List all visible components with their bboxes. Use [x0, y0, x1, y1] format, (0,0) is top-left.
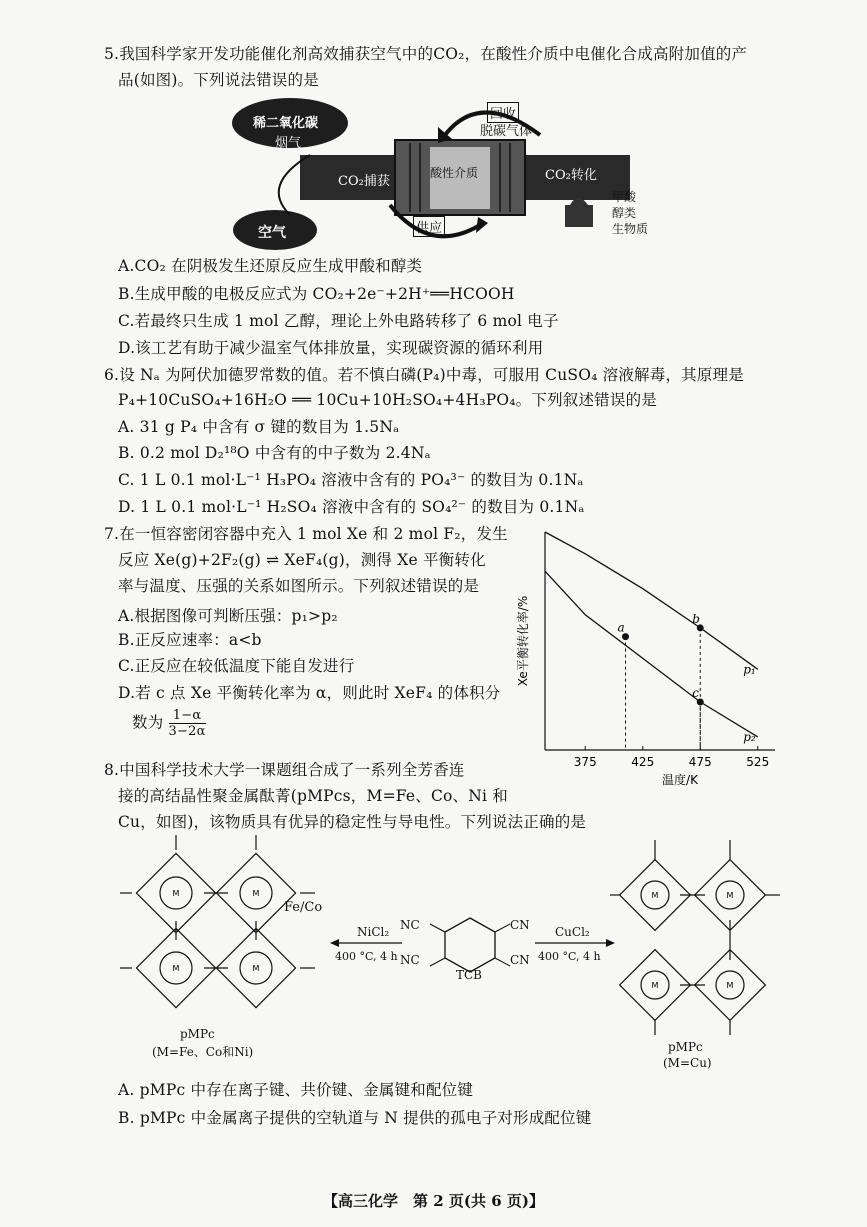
q7-option-d: D.若 c 点 Xe 平衡转化率为 α，则此时 XeF₄ 的体积分	[118, 684, 501, 702]
x-tick-label: 375	[573, 755, 597, 769]
x-tick-label: 525	[746, 755, 770, 769]
right-caption-2: (M=Cu)	[663, 1056, 712, 1070]
tcb-cn-top: CN	[510, 918, 530, 932]
point-c-label: c	[692, 686, 699, 701]
page-footer: 【高三化学 第 2 页(共 6 页)】	[323, 1192, 544, 1210]
product-biomass: 生物质	[612, 222, 649, 236]
left-metal-label: Fe/Co	[284, 900, 323, 915]
q6-option-a: A. 31 g P₄ 中含有 σ 键的数目为 1.5Nₐ	[118, 418, 400, 436]
tcb-nc-top: NC	[400, 918, 420, 932]
q5-stem-line1: 5.我国科学家开发功能催化剂高效捕获空气中的CO₂，在酸性介质中电催化合成高附加值的产	[104, 45, 748, 63]
recover-label: 回收	[487, 102, 519, 123]
left-caption-1: pMPc	[180, 1027, 215, 1041]
series-line-1	[545, 532, 758, 669]
right-reaction-arrow	[535, 938, 615, 948]
tcb-nc-bottom: NC	[400, 953, 420, 967]
left-caption-2: (M=Fe、Co和Ni)	[152, 1045, 254, 1059]
conversion-label: CO₂转化	[545, 168, 597, 183]
capture-label: CO₂捕获	[338, 174, 390, 189]
svg-text:M: M	[726, 891, 734, 900]
point-b-label: b	[692, 611, 700, 626]
product-icon	[565, 205, 593, 227]
q8-stem-line1: 8.中国科学技术大学一课题组合成了一系列全芳香连	[104, 761, 465, 779]
svg-text:M: M	[651, 981, 659, 990]
q7-frac-den: 3−2α	[168, 724, 206, 739]
y-axis-label: Xe平衡转化率/%	[516, 595, 530, 687]
x-tick-label: 425	[631, 755, 655, 769]
right-caption-1: pMPc	[668, 1040, 703, 1054]
q5-option-b: B.生成甲酸的电极反应式为 CO₂+2e⁻+2H⁺══HCOOH	[118, 285, 515, 303]
q7-stem-line2: 反应 Xe(g)+2F₂(g) ⇌ XeF₄(g)，测得 Xe 平衡转化	[118, 551, 486, 569]
svg-text:M: M	[172, 889, 180, 898]
q8-stem-line2: 接的高结晶性聚金属酞菁(pMPcs，M=Fe、Co、Ni 和	[118, 787, 508, 805]
q8-option-b: B. pMPc 中金属离子提供的空轨道与 N 提供的孤电子对形成配位键	[118, 1109, 592, 1127]
right-polymer-structure	[610, 835, 785, 1040]
q5-option-a: A.CO₂ 在阴极发生还原反应生成甲酸和醇类	[118, 257, 423, 275]
svg-text:M: M	[252, 964, 260, 973]
acid-medium-label: 酸性介质	[430, 166, 479, 180]
tcb-cn-bottom: CN	[510, 953, 530, 967]
left-reagent: NiCl₂	[357, 925, 390, 939]
q7-option-d-cont	[132, 708, 206, 739]
svg-text:M: M	[726, 981, 734, 990]
q8-option-a: A. pMPc 中存在离子键、共价键、金属键和配位键	[118, 1081, 474, 1099]
q6-stem-line1: 6.设 Nₐ 为阿伏加德罗常数的值。若不慎白磷(P₄)中毒，可服用 CuSO₄ 溶液解毒，其原理是	[104, 366, 744, 384]
q7-option-c: C.正反应在较低温度下能自发进行	[118, 657, 355, 675]
x-axis-label: 温度/K	[662, 773, 698, 787]
point-a-label: a	[617, 620, 625, 635]
series-label-1: p₁	[743, 662, 756, 677]
q5-option-d: D.该工艺有助于减少温室气体排放量，实现碳资源的循环利用	[118, 339, 544, 357]
q7-option-a: A.根据图像可判断压强：p₁>p₂	[118, 607, 338, 625]
decarb-gas-label: 脱碳气体	[480, 124, 533, 139]
series-label-2: p₂	[743, 729, 756, 744]
product-formic: 甲酸	[612, 190, 637, 204]
tcb-label: TCB	[456, 968, 483, 982]
q7-option-d-tail: 数为	[132, 713, 164, 732]
q7-option-b: B.正反应速率：a<b	[118, 631, 262, 649]
left-conditions: 400 °C, 4 h	[335, 950, 398, 963]
svg-text:M: M	[651, 891, 659, 900]
q7-frac-num: 1−α	[169, 708, 206, 724]
q7-stem-line1: 7.在一恒容密闭容器中充入 1 mol Xe 和 2 mol F₂，发生	[104, 525, 508, 543]
q6-option-d: D. 1 L 0.1 mol·L⁻¹ H₂SO₄ 溶液中含有的 SO₄²⁻ 的数目为 0.1Nₐ	[118, 498, 585, 516]
product-alcohol: 醇类	[612, 206, 637, 220]
q7-chart	[505, 520, 795, 795]
right-conditions: 400 °C, 4 h	[538, 950, 601, 963]
dilute-co2-label: 稀二氧化碳	[253, 116, 319, 131]
q5-option-c: C.若最终只生成 1 mol 乙醇，理论上外电路转移了 6 mol 电子	[118, 312, 559, 330]
x-tick-label: 475	[688, 755, 712, 769]
svg-text:M: M	[252, 889, 260, 898]
left-reaction-arrow	[330, 938, 402, 948]
q6-option-c: C. 1 L 0.1 mol·L⁻¹ H₃PO₄ 溶液中含有的 PO₄³⁻ 的数目为 0.1Nₐ	[118, 471, 584, 489]
left-polymer-structure	[120, 830, 323, 1025]
svg-text:M: M	[172, 964, 180, 973]
q6-option-b: B. 0.2 mol D₂¹⁸O 中含有的中子数为 2.4Nₐ	[118, 444, 431, 462]
q8-stem-line3: Cu，如图)，该物质具有优异的稳定性与导电性。下列说法正确的是	[118, 813, 587, 831]
q7-stem-line3: 率与温度、压强的关系如图所示。下列叙述错误的是	[118, 577, 480, 595]
air-label: 空气	[258, 225, 286, 241]
flue-gas-label: 烟气	[275, 136, 302, 151]
q5-stem-line2: 品(如图)。下列说法错误的是	[118, 71, 319, 89]
right-reagent: CuCl₂	[555, 925, 590, 939]
q6-stem-line2: P₄+10CuSO₄+16H₂O ══ 10Cu+10H₂SO₄+4H₃PO₄。下列叙述错误的是	[118, 391, 657, 409]
q7-fraction	[169, 708, 206, 739]
series-line-2	[545, 571, 758, 737]
supply-label: 供应	[413, 216, 445, 237]
